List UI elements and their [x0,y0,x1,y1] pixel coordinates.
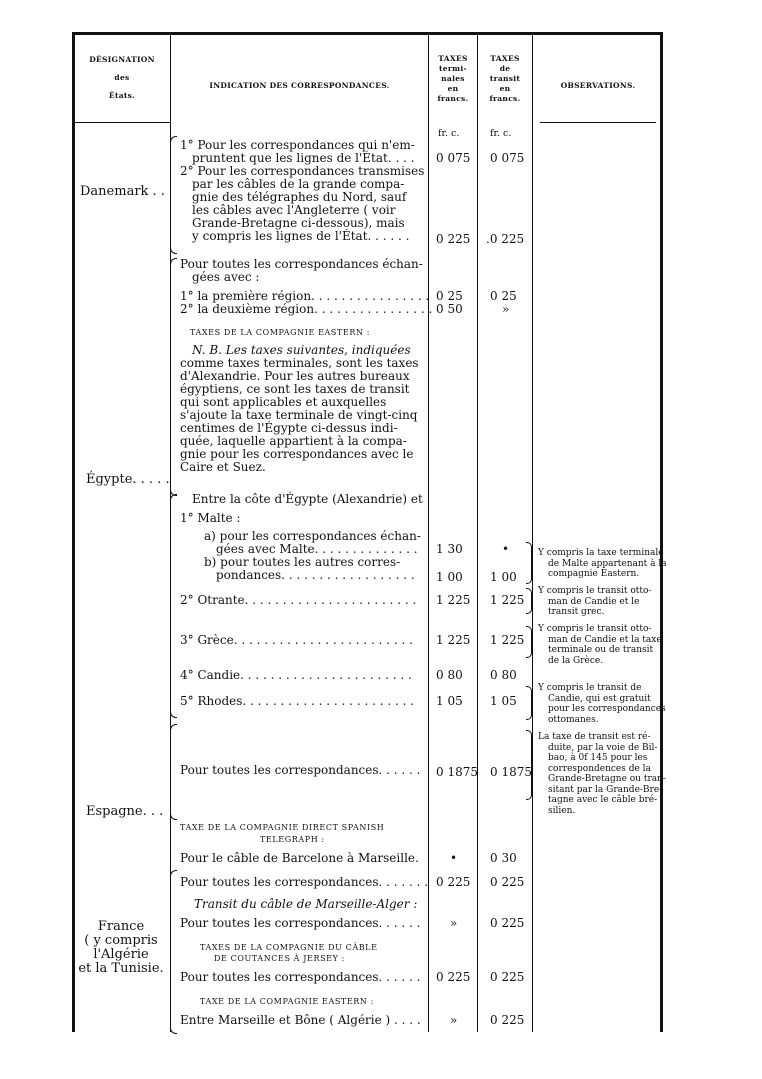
brace-espagne [170,724,177,820]
text-line: Caire et Suez. [180,460,266,474]
text-line: quée, laquelle appartient à la compa- [180,434,407,448]
text-line: gées avec Malte. . . . . . . . . . . . . . [216,542,418,556]
tax-transit: » [502,302,510,316]
text-line: s'ajoute la taxe terminale de vingt-cinq [180,408,418,422]
tax-transit: 0 25 [490,289,517,303]
rbrace-rhodes [526,686,532,720]
text-line: a) pour les correspondances échan- [204,529,421,543]
tax-terminal: » [450,916,458,930]
state-egypte: Égypte. . . . . [86,472,170,487]
text-line: Entre la côte d'Égypte (Alexandrie) et [192,492,423,506]
text-line: comme taxes terminales, sont les taxes [180,356,419,370]
text-line: Pour le câble de Barcelone à Marseille. [180,851,419,865]
tax-transit: .0 225 [486,232,525,246]
tax-terminal: 0 1875 [436,765,478,779]
text-line: 2° la deuxième région. . . . . . . . . . . . . . . . [180,302,433,316]
tax-transit: • [502,542,510,556]
col-rule-2 [428,32,429,1032]
observation-otrante: Y compris le transit otto- man de Candie et le transit grec. [538,586,652,617]
tax-terminal: 0 075 [436,151,471,165]
observation-espagne: La taxe de transit est ré- duite, par la voie de Bil- bao, à 0f 145 pour les correspondences de la Grande-Bretagne ou tran- sitant par la Grande-Bre- tagne avec le câble bré- silien. [538,732,666,816]
text-line: Pour toutes les correspondances. . . . . . . [180,875,429,889]
tax-terminal: » [450,1013,458,1027]
tax-terminal: 1 225 [436,593,471,607]
text-line: 2° Otrante. . . . . . . . . . . . . . . . . . . . . . . [180,593,417,607]
section-title: TELEGRAPH : [260,835,325,844]
tariff-table [72,32,667,1032]
text-line: 5° Rhodes. . . . . . . . . . . . . . . . . . . . . . . [180,694,415,708]
text-line: 1° Malte : [180,511,241,525]
text-line: gnie pour les correspondances avec le [180,447,414,461]
rbrace-espagne [526,730,532,800]
text-line: d'Alexandrie. Pour les autres bureaux [180,369,410,383]
state-france: France ( y compris l'Algérie et la Tunisie. [78,919,164,976]
tax-terminal: 0 225 [436,232,471,246]
tax-terminal: • [450,851,458,865]
brace-egypte-upper [170,258,177,496]
tax-transit: 0 225 [490,970,525,984]
header-indication: INDICATION DES CORRESPONDANCES. [209,81,390,90]
tax-terminal: 0 225 [436,875,471,889]
text-line: pruntent que les lignes de l'État. . . . [192,151,415,165]
rbrace-otrante [526,588,532,614]
tax-terminal: 0 80 [436,668,463,682]
header-transit: TAXES de transit en francs. [489,54,521,103]
text-line: 1° la première région. . . . . . . . . . . . . . . . [180,289,430,303]
rbrace-grece [526,626,532,658]
header-rule [72,122,170,123]
text-line: qui sont applicables et auxquelles [180,395,387,409]
observation-rhodes: Y compris le transit de Candie, qui est gratuit pour les correspondances ottomanes. [538,683,666,725]
text-line: Pour toutes les correspondances échan- [180,257,423,271]
section-title: TAXE DE LA COMPAGNIE DIRECT SPANISH [180,823,385,832]
col-rule-3 [477,32,478,1032]
section-title: TAXES DE LA COMPAGNIE DU CÂBLE [200,943,378,952]
tax-transit: 0 30 [490,851,517,865]
observation-grece: Y compris le transit otto- man de Candie et la taxe terminale ou de transit de la Grèce. [538,624,662,666]
tax-transit: 0 225 [490,916,525,930]
text-line: égyptiens, ce sont les taxes de transit [180,382,410,396]
text-line: les câbles avec l'Angleterre ( voir [192,203,396,217]
tax-terminal: 1 00 [436,570,463,584]
col-rule-4 [532,32,533,1032]
text-line: par les câbles de la grande compa- [192,177,405,191]
text-line: Pour toutes les correspondances. . . . . . [180,916,421,930]
state-espagne: Espagne. . . [86,804,164,819]
section-title: TAXES DE LA COMPAGNIE EASTERN : [190,328,371,337]
tax-terminal: 0 25 [436,289,463,303]
tax-transit: 0 075 [490,151,525,165]
tax-terminal: 1 05 [436,694,463,708]
tax-transit: 1 225 [490,633,525,647]
tax-transit: 0 80 [490,668,517,682]
brace-danemark [170,136,177,254]
text-line: y compris les lignes de l'État. . . . . . [192,229,410,243]
text-line: Grande-Bretagne ci-dessous), mais [192,216,405,230]
tax-transit: 1 225 [490,593,525,607]
tax-terminal: 0 50 [436,302,463,316]
tax-terminal: 1 225 [436,633,471,647]
text-line: pondances. . . . . . . . . . . . . . . . . . [216,568,415,582]
text-line: Entre Marseille et Bône ( Algérie ) . . . . [180,1013,421,1027]
rbrace-malte [526,542,532,584]
text-line: centimes de l'Égypte ci-dessus indi- [180,421,398,435]
header-designation: DÉSIGNATION des États. [89,55,155,100]
tax-transit: 0 225 [490,1013,525,1027]
text-line: N. B. Les taxes suivantes, indiquées [192,343,411,357]
header-observations: OBSERVATIONS. [560,81,636,90]
text-line: 4° Candie. . . . . . . . . . . . . . . . . . . . . . . [180,668,412,682]
tax-transit: 1 00 [490,570,517,584]
brace-egypte-lower [170,494,177,718]
brace-france [170,870,177,1034]
tax-transit: 1 05 [490,694,517,708]
section-title: TAXE DE LA COMPAGNIE EASTERN : [200,997,374,1006]
text-line: Pour toutes les correspondances. . . . . . [180,763,421,777]
text-line: 3° Grèce. . . . . . . . . . . . . . . . . . . . . . . . [180,633,413,647]
tax-transit: 0 1875 [490,765,532,779]
header-terminal: TAXES termi- nales en francs. [437,54,469,103]
text-line: Pour toutes les correspondances. . . . . . [180,970,421,984]
state-danemark: Danemark . . [80,184,165,199]
text-line: gnie des télégraphes du Nord, sauf [192,190,407,204]
tax-terminal: 1 30 [436,542,463,556]
text-line: gées avec : [192,270,260,284]
unit-transit: fr. c. [490,128,512,139]
tax-terminal: 0 225 [436,970,471,984]
observation-malte: Y compris la taxe terminale de Malte appartenant à la compagnie Eastern. [538,548,667,579]
header-rule-obs [540,122,656,123]
tax-transit: 0 225 [490,875,525,889]
text-line: 1° Pour les correspondances qui n'em- [180,138,415,152]
section-title: DE COUTANCES À JERSEY : [214,954,345,963]
section-title: Transit du câble de Marseille-Alger : [194,897,418,911]
text-line: b) pour toutes les autres corres- [204,555,401,569]
text-line: 2° Pour les correspondances transmises [180,164,425,178]
unit-terminal: fr. c. [438,128,460,139]
